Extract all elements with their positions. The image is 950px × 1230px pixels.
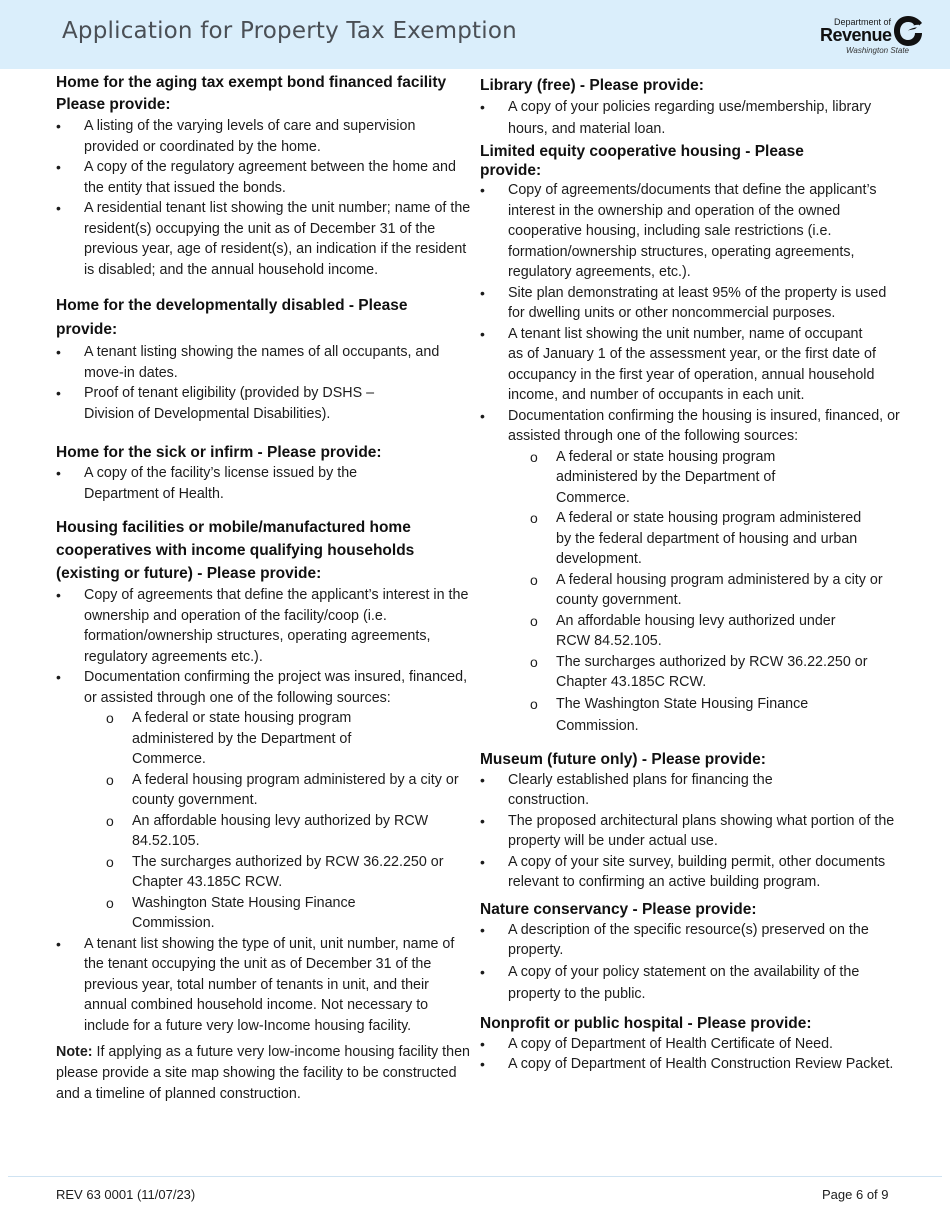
list-item: • A description of the specific resource(s) preserved on the property. [480,920,900,961]
sub-list-item: o An affordable housing levy authorized by RCW 84.52.105. [106,811,471,852]
logo-line-department: Department of [834,17,892,27]
list-item: • A copy of your policy statement on the availability of the property to the public. [480,961,900,1005]
section-heading: Library (free) - Please provide: [480,77,704,94]
list-item [480,406,900,737]
list-item: • A tenant list showing the unit number, name of occupant as of January 1 of the assessment year, or the first date of occupancy in the first year of operation, annual household income, and number of occupants in each unit. [480,324,880,406]
requirement-list [56,463,471,504]
requirement-list [480,1034,900,1075]
page-number: Page 6 of 9 [822,1187,889,1202]
sub-list-item: o An affordable housing levy authorized under RCW 84.52.105. [530,611,870,652]
sub-list-item: o A federal housing program administered by a city or county government. [530,570,900,611]
requirement-list [56,342,471,424]
source-sublist [530,447,900,737]
list-item: • The proposed architectural plans showing what portion of the property will be under actual use. [480,811,900,852]
note-text: If applying as a future very low-income housing facility then please provide a site map showing the facility to be constructed and a timeline of planned construction. [56,1044,471,1102]
sub-list-item: o The surcharges authorized by RCW 36.22.250 or Chapter 43.185C RCW. [106,852,471,893]
list-item: • A copy of your policies regarding use/membership, library hours, and material loan. [480,96,900,140]
section-heading: Museum (future only) - Please provide: [480,750,766,768]
section-heading: Limited equity cooperative housing - Please provide: [480,143,804,179]
list-item [56,667,471,934]
left-column [56,72,471,1105]
requirement-list [480,770,900,893]
logo-line-revenue: Revenue [820,25,892,45]
list-item: • A tenant list showing the type of unit, unit number, name of the tenant occupying the unit as of December 31 of the previous year, total number of tenants in unit, and their annual combined household income. Not necessary to include for a future very low-Income housing facility. [56,934,471,1037]
page-header [0,0,950,69]
section-heading: Nonprofit or public hospital - Please provide: [480,1014,812,1032]
list-item-text: Documentation confirming the project was insured, financed, or assisted through one of the following sources: [84,669,468,706]
section-heading: Home for the developmentally disabled - Please provide: [56,297,408,338]
dor-logo [820,14,930,58]
requirement-list [480,180,900,737]
list-item: • A copy of Department of Health Certificate of Need. [480,1034,900,1055]
list-item: • A copy of your site survey, building permit, other documents relevant to confirming an active building program. [480,852,900,893]
list-item: • A copy of the facility’s license issued by the Department of Health. [56,463,416,504]
list-item: • Site plan demonstrating at least 95% of the property is used for dwelling units or other noncommercial purposes. [480,283,900,324]
list-item: • Copy of agreements/documents that define the applicant’s interest in the ownership and operation of the owned cooperative housing, including sale restrictions (i.e. formation/ownership structures, operating agreements, regulatory agreements, etc.). [480,180,900,283]
sub-list-item: o Washington State Housing Finance Commission. [106,893,396,934]
list-item: • Proof of tenant eligibility (provided by DSHS – Division of Developmental Disabilities). [56,383,416,424]
list-item: • A copy of Department of Health Construction Review Packet. [480,1054,900,1075]
note-label: Note: [56,1044,93,1060]
document-title: Application for Property Tax Exemption [62,18,517,44]
list-item: • A listing of the varying levels of care and supervision provided or coordinated by the home. [56,116,471,157]
footer-divider [8,1176,942,1177]
sub-list-item: o A federal housing program administered by a city or county government. [106,770,471,811]
sub-list-item: o The Washington State Housing Finance Commission. [530,693,840,737]
list-item: • A copy of the regulatory agreement between the home and the entity that issued the bonds. [56,157,471,198]
right-column [480,75,900,1075]
list-item: • A residential tenant list showing the unit number; name of the resident(s) occupying the unit as of December 31 of the previous year, age of resident(s), an indication if the resident is disabled; and the annual household income. [56,198,471,280]
section-heading: Home for the sick or infirm - Please provide: [56,444,382,461]
list-item: • A tenant listing showing the names of all occupants, and move-in dates. [56,342,471,383]
section-heading: Housing facilities or mobile/manufactured home cooperatives with income qualifying households (existing or future) - Please provide: [56,519,415,582]
sub-list-item: o A federal or state housing program administered by the federal department of housing and urban development. [530,508,870,570]
sub-list-item: o A federal or state housing program administered by the Department of Commerce. [106,708,396,770]
source-sublist [106,708,471,934]
requirement-list [480,96,900,140]
section-subheading: Please provide: [56,96,171,113]
section-heading: Home for the aging tax exempt bond financed facility [56,74,447,91]
requirement-list [56,585,471,1036]
note-paragraph [56,1042,471,1105]
list-item: • Copy of agreements that define the applicant’s interest in the ownership and operation of the facility/coop (i.e. formation/ownership structures, operating agreements, regulatory agreements etc.). [56,585,471,667]
dor-swoosh-icon [891,14,925,48]
requirement-list [56,116,471,280]
list-item-text: Documentation confirming the housing is insured, financed, or assisted through one of the following sources: [508,407,900,444]
sub-list-item: o A federal or state housing program administered by the Department of Commerce. [530,447,830,509]
list-item: • Clearly established plans for financing the construction. [480,770,840,811]
form-id: REV 63 0001 (11/07/23) [56,1187,196,1202]
sub-list-item: o The surcharges authorized by RCW 36.22.250 or Chapter 43.185C RCW. [530,652,900,693]
logo-line-state: Washington State [846,46,910,55]
section-heading: Nature conservancy - Please provide: [480,900,757,918]
requirement-list [480,920,900,1005]
